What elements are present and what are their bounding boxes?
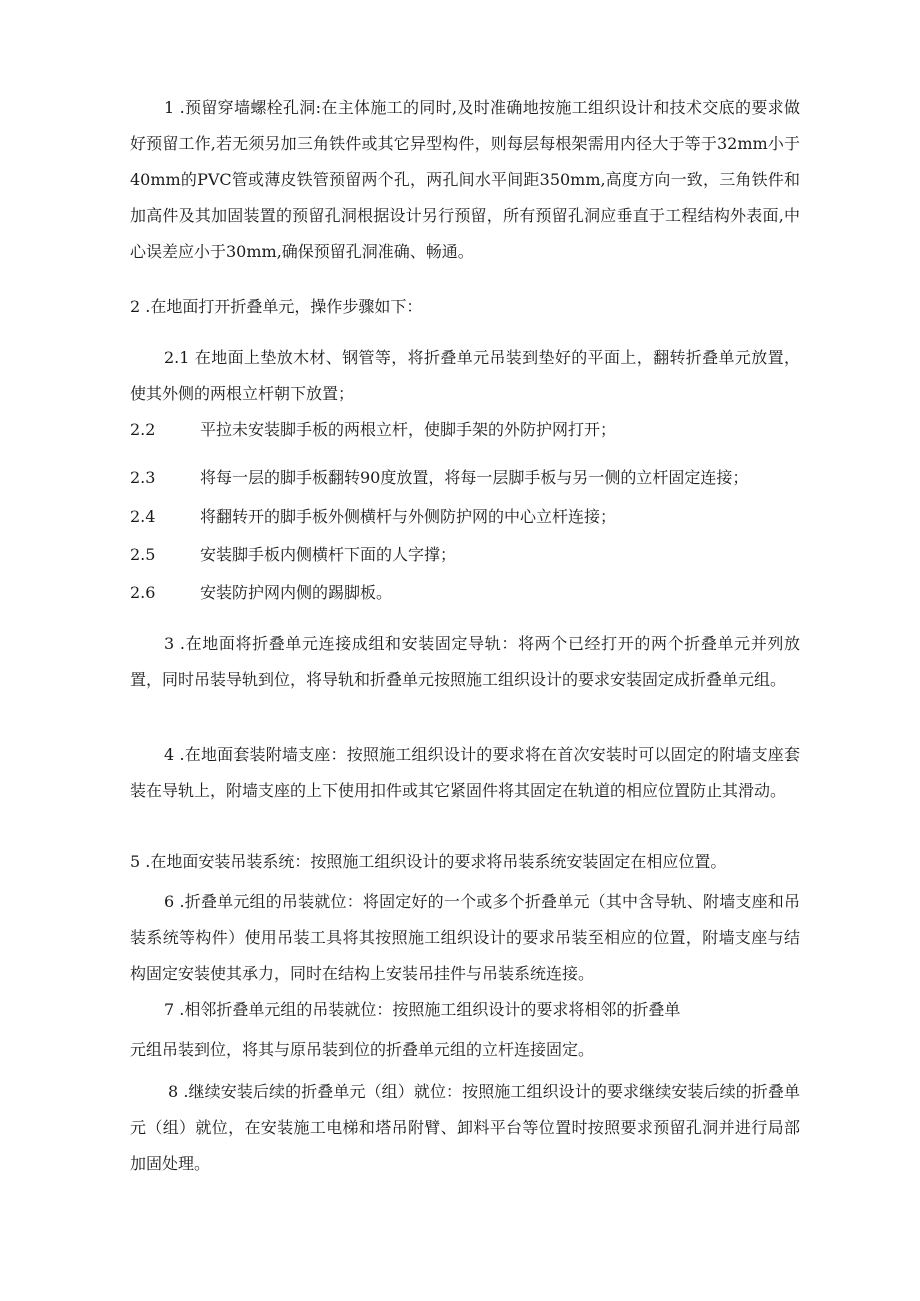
paragraph-7-line-2: 元组吊装到位，将其与原吊装到位的折叠单元组的立杆连接固定。 bbox=[130, 1040, 595, 1059]
step-text: 平拉未安装脚手板的两根立杆，使脚手架的外防护网打开； bbox=[200, 420, 617, 439]
paragraph-7-line-1: 7 .相邻折叠单元组的吊装就位：按照施工组织设计的要求将相邻的折叠单 bbox=[164, 1000, 681, 1019]
step-2-3 bbox=[130, 468, 748, 488]
step-number: 2.3 bbox=[130, 468, 156, 487]
paragraph-2: 2 .在地面打开折叠单元，操作步骤如下： bbox=[130, 297, 423, 316]
paragraph-1: 1 .预留穿墙螺栓孔洞:在主体施工的同时,及时准确地按施工组织设计和技术交底的要求做好预留工作,若无须另加三角铁件或其它异型构件，则每层每根架需用内径大于等于32mm小于40mm的PVC管或薄皮铁管预留两个孔，两孔间水平间距350mm,高度方向一致，三角铁件和加高件及其加固装置的预留孔洞根据设计另行预留，所有预留孔洞应垂直于工程结构外表面,中心误差应小于30mm,确保预留孔洞准确、畅通。 bbox=[130, 98, 800, 261]
paragraph-8: 8 .继续安装后续的折叠单元（组）就位：按照施工组织设计的要求继续安装后续的折叠单元（组）就位，在安装施工电梯和塔吊附臂、卸料平台等位置时按照要求预留孔洞并进行局部加固处理。 bbox=[130, 1082, 800, 1173]
paragraph-5: 5 .在地面安装吊装系统：按照施工组织设计的要求将吊装系统安装固定在相应位置。 bbox=[130, 852, 727, 871]
paragraph-3: 3 .在地面将折叠单元连接成组和安装固定导轨：将两个已经打开的两个折叠单元并列放置，同时吊装导轨到位，将导轨和折叠单元按照施工组织设计的要求安装固定成折叠单元组。 bbox=[130, 634, 800, 689]
step-number: 2.6 bbox=[130, 583, 156, 602]
step-number: 2.5 bbox=[130, 545, 156, 564]
step-text: 安装脚手板内侧横杆下面的人字撑； bbox=[200, 545, 457, 564]
step-number: 2.4 bbox=[130, 507, 156, 526]
step-text: 安装防护网内侧的踢脚板。 bbox=[200, 583, 393, 602]
step-text: 将翻转开的脚手板外侧横杆与外侧防护网的中心立杆连接； bbox=[200, 507, 617, 526]
paragraph-4: 4 .在地面套装附墙支座：按照施工组织设计的要求将在首次安装时可以固定的附墙支座套装在导轨上，附墙支座的上下使用扣件或其它紧固件将其固定在轨道的相应位置防止其滑动。 bbox=[130, 745, 800, 800]
paragraph-2-1: 2.1 在地面上垫放木材、钢管等，将折叠单元吊装到垫好的平面上，翻转折叠单元放置，使其外侧的两根立杆朝下放置； bbox=[130, 348, 800, 403]
step-text: 将每一层的脚手板翻转90度放置，将每一层脚手板与另一侧的立杆固定连接； bbox=[200, 468, 749, 487]
step-2-2 bbox=[130, 420, 616, 440]
paragraph-6: 6 .折叠单元组的吊装就位：将固定好的一个或多个折叠单元（其中含导轨、附墙支座和吊装系统等构件）使用吊装工具将其按照施工组织设计的要求吊装至相应的位置，附墙支座与结构固定安装使其承力，同时在结构上安装吊挂件与吊装系统连接。 bbox=[130, 892, 800, 983]
step-number: 2.2 bbox=[130, 420, 156, 439]
step-2-6 bbox=[130, 583, 392, 603]
step-2-4 bbox=[130, 507, 616, 527]
step-2-5 bbox=[130, 545, 456, 565]
